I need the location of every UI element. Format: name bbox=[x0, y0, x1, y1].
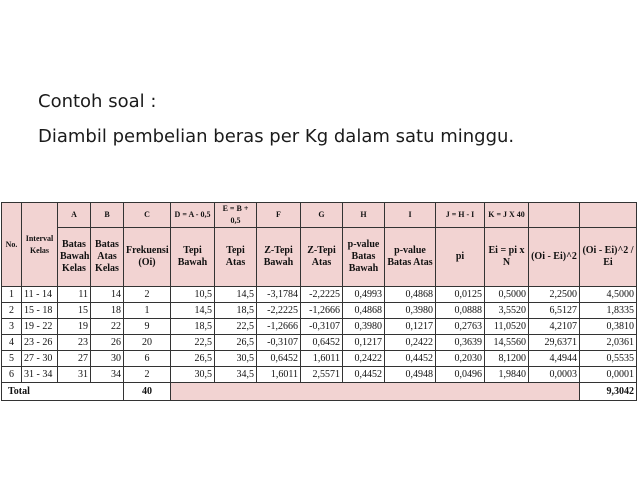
table-cell: 0,3980 bbox=[385, 303, 436, 319]
col-header-z-tepi-atas: Z-Tepi Atas bbox=[301, 228, 343, 287]
col-letter-b: B bbox=[91, 203, 124, 228]
table-cell: 6,5127 bbox=[529, 303, 580, 319]
col-letter-e: E = B + 0,5 bbox=[215, 203, 257, 228]
table-cell: 23 - 26 bbox=[22, 335, 58, 351]
table-cell: 2 bbox=[124, 287, 171, 303]
table-cell: 0,1217 bbox=[343, 335, 385, 351]
table-cell: 0,3810 bbox=[580, 319, 637, 335]
table-cell: -1,2666 bbox=[257, 319, 301, 335]
table-body bbox=[2, 287, 637, 383]
slide-problem-text: Diambil pembelian beras per Kg dalam satu minggu. bbox=[38, 126, 515, 147]
table-cell: 19 bbox=[58, 319, 91, 335]
table-cell: 0,4452 bbox=[343, 367, 385, 383]
col-header-tepi-atas: Tepi Atas bbox=[215, 228, 257, 287]
col-header-interval: Interval Kelas bbox=[22, 203, 58, 287]
table-cell: 27 bbox=[58, 351, 91, 367]
table-cell: 19 - 22 bbox=[22, 319, 58, 335]
table-cell: 4 bbox=[2, 335, 22, 351]
frequency-table bbox=[1, 202, 636, 401]
col-header-pi: pi bbox=[436, 228, 485, 287]
table-cell: 30,5 bbox=[215, 351, 257, 367]
table-cell: 0,2030 bbox=[436, 351, 485, 367]
col-letter-g: G bbox=[301, 203, 343, 228]
table-cell: 29,6371 bbox=[529, 335, 580, 351]
col-header-z-tepi-bawah: Z-Tepi Bawah bbox=[257, 228, 301, 287]
table-cell: -2,2225 bbox=[301, 287, 343, 303]
col-letter-k: K = J X 40 bbox=[485, 203, 529, 228]
table-row bbox=[2, 351, 637, 367]
col-letter-h: H bbox=[343, 203, 385, 228]
table-cell: 0,3639 bbox=[436, 335, 485, 351]
table-cell: 18,5 bbox=[215, 303, 257, 319]
col-letter-c: C bbox=[124, 203, 171, 228]
table-cell: 27 - 30 bbox=[22, 351, 58, 367]
table-cell: 3,5520 bbox=[485, 303, 529, 319]
total-frequency: 40 bbox=[124, 383, 171, 401]
table-cell: 1,9840 bbox=[485, 367, 529, 383]
col-letter-m bbox=[580, 203, 637, 228]
table-cell: 3 bbox=[2, 319, 22, 335]
col-header-tepi-bawah: Tepi Bawah bbox=[171, 228, 215, 287]
col-header-batas-atas: Batas Atas Kelas bbox=[91, 228, 124, 287]
table-cell: 1 bbox=[124, 303, 171, 319]
col-header-batas-bawah: Batas Bawah Kelas bbox=[58, 228, 91, 287]
col-letter-a: A bbox=[58, 203, 91, 228]
table-cell: 0,0888 bbox=[436, 303, 485, 319]
table-cell: 20 bbox=[124, 335, 171, 351]
table-cell: 5 bbox=[2, 351, 22, 367]
table-row bbox=[2, 367, 637, 383]
table-cell: 34 bbox=[91, 367, 124, 383]
table-cell: 2 bbox=[124, 367, 171, 383]
table-cell: 26,5 bbox=[171, 351, 215, 367]
table-cell: 9 bbox=[124, 319, 171, 335]
table-cell: 6 bbox=[124, 351, 171, 367]
col-header-no: No. bbox=[2, 203, 22, 287]
table-cell: 14,5560 bbox=[485, 335, 529, 351]
table-cell: 6 bbox=[2, 367, 22, 383]
table-cell: 2 bbox=[2, 303, 22, 319]
table-cell: 4,2107 bbox=[529, 319, 580, 335]
table-cell: 31 bbox=[58, 367, 91, 383]
table-cell: 0,2763 bbox=[436, 319, 485, 335]
table-cell: 18 bbox=[91, 303, 124, 319]
table-cell: 15 - 18 bbox=[22, 303, 58, 319]
table-row bbox=[2, 335, 637, 351]
table-cell: 1 bbox=[2, 287, 22, 303]
table-cell: -0,3107 bbox=[257, 335, 301, 351]
table-row bbox=[2, 303, 637, 319]
col-header-oi-ei-sq: (Oi - Ei)^2 bbox=[529, 228, 580, 287]
table-cell: 0,0125 bbox=[436, 287, 485, 303]
table-cell: 0,3980 bbox=[343, 319, 385, 335]
total-row bbox=[2, 383, 637, 401]
col-header-ei: Ei = pi x N bbox=[485, 228, 529, 287]
table-cell: 0,2422 bbox=[385, 335, 436, 351]
col-letter-f: F bbox=[257, 203, 301, 228]
table-cell: -1,2666 bbox=[301, 303, 343, 319]
table-cell: 22 bbox=[91, 319, 124, 335]
table-cell: 8,1200 bbox=[485, 351, 529, 367]
table-row bbox=[2, 319, 637, 335]
table-cell: 0,0001 bbox=[580, 367, 637, 383]
column-header-row bbox=[2, 228, 637, 287]
table-cell: 15 bbox=[58, 303, 91, 319]
table-cell: 0,4993 bbox=[343, 287, 385, 303]
col-header-pvalue-bawah: p-value Batas Bawah bbox=[343, 228, 385, 287]
col-letter-i: I bbox=[385, 203, 436, 228]
table-cell: 14,5 bbox=[215, 287, 257, 303]
col-header-chi-term: (Oi - Ei)^2 / Ei bbox=[580, 228, 637, 287]
table-cell: 11 - 14 bbox=[22, 287, 58, 303]
table-cell: 14 bbox=[91, 287, 124, 303]
col-header-frekuensi: Frekuensi (Oi) bbox=[124, 228, 171, 287]
table-cell: 18,5 bbox=[171, 319, 215, 335]
col-header-pvalue-atas: p-value Batas Atas bbox=[385, 228, 436, 287]
col-letter-l bbox=[529, 203, 580, 228]
table-cell: 0,1217 bbox=[385, 319, 436, 335]
table-cell: 0,0496 bbox=[436, 367, 485, 383]
table-cell: 0,4868 bbox=[385, 287, 436, 303]
table-cell: 14,5 bbox=[171, 303, 215, 319]
table-cell: 4,5000 bbox=[580, 287, 637, 303]
table-cell: 23 bbox=[58, 335, 91, 351]
table-cell: 2,0361 bbox=[580, 335, 637, 351]
table-cell: 26,5 bbox=[215, 335, 257, 351]
table-cell: 30,5 bbox=[171, 367, 215, 383]
table-cell: 0,4868 bbox=[343, 303, 385, 319]
table-cell: 34,5 bbox=[215, 367, 257, 383]
table-cell: 1,6011 bbox=[301, 351, 343, 367]
table-cell: 0,0003 bbox=[529, 367, 580, 383]
table-cell: 11,0520 bbox=[485, 319, 529, 335]
table-cell: 0,5535 bbox=[580, 351, 637, 367]
table-cell: 22,5 bbox=[215, 319, 257, 335]
col-letter-j: J = H - I bbox=[436, 203, 485, 228]
table-cell: 2,5571 bbox=[301, 367, 343, 383]
total-label: Total bbox=[2, 383, 124, 401]
table-row bbox=[2, 287, 637, 303]
total-chi-square: 9,3042 bbox=[580, 383, 637, 401]
table-cell: 0,2422 bbox=[343, 351, 385, 367]
table-cell: 11 bbox=[58, 287, 91, 303]
table-cell: -3,1784 bbox=[257, 287, 301, 303]
slide-text bbox=[38, 89, 598, 150]
table-cell: 30 bbox=[91, 351, 124, 367]
table-cell: 0,4452 bbox=[385, 351, 436, 367]
total-empty-cell bbox=[171, 383, 580, 401]
table-cell: 10,5 bbox=[171, 287, 215, 303]
table-cell: 31 - 34 bbox=[22, 367, 58, 383]
column-letter-row bbox=[2, 203, 637, 228]
table-cell: 26 bbox=[91, 335, 124, 351]
table-cell: 22,5 bbox=[171, 335, 215, 351]
table-cell: 4,4944 bbox=[529, 351, 580, 367]
slide-heading: Contoh soal : bbox=[38, 91, 157, 112]
table-cell: -0,3107 bbox=[301, 319, 343, 335]
table-cell: 1,8335 bbox=[580, 303, 637, 319]
table-cell: 1,6011 bbox=[257, 367, 301, 383]
table-cell: 0,5000 bbox=[485, 287, 529, 303]
col-letter-d: D = A - 0,5 bbox=[171, 203, 215, 228]
table-cell: -2,2225 bbox=[257, 303, 301, 319]
table-cell: 0,6452 bbox=[301, 335, 343, 351]
table-cell: 2,2500 bbox=[529, 287, 580, 303]
table-cell: 0,6452 bbox=[257, 351, 301, 367]
table-cell: 0,4948 bbox=[385, 367, 436, 383]
